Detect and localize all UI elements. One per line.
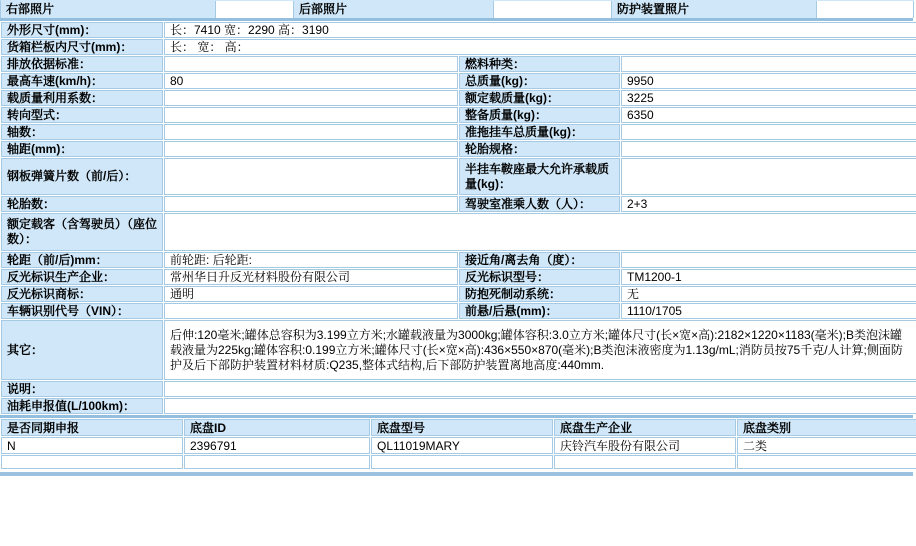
spec-label-cell: 其它： — [1, 320, 163, 380]
spec-label-cell: 半挂车鞍座最大允许承载质量(kg)： — [459, 158, 620, 195]
spec-row — [1, 22, 916, 38]
chassis-data-cell — [371, 455, 553, 469]
chassis-data-cell: 庆铃汽车股份有限公司 — [554, 437, 736, 454]
spec-label-cell: 外形尺寸(mm)： — [1, 22, 163, 38]
spec-label-cell: 整备质量(kg)： — [459, 107, 620, 123]
spec-row — [1, 213, 916, 251]
spec-value-cell — [164, 158, 458, 195]
spec-value-cell — [164, 107, 458, 123]
spec-row — [1, 196, 916, 212]
chassis-data-cell — [1, 455, 183, 469]
photo-header-cell-right: 右部照片 — [1, 1, 216, 18]
spec-value-cell — [164, 303, 458, 319]
spec-value-cell — [164, 141, 458, 157]
spec-label-cell: 反光标识生产企业： — [1, 269, 163, 285]
spec-label-cell: 轮胎数： — [1, 196, 163, 212]
spec-row — [1, 269, 916, 285]
spec-label-cell: 驾驶室准乘人数（人）： — [459, 196, 620, 212]
chassis-header-cell: 底盘ID — [184, 419, 370, 436]
chassis-data-cell: N — [1, 437, 183, 454]
spec-label-cell: 轴数： — [1, 124, 163, 140]
chassis-header-cell: 底盘生产企业 — [554, 419, 736, 436]
spec-row — [1, 320, 916, 380]
spec-row — [1, 286, 916, 302]
spec-label-cell: 额定载质量(kg)： — [459, 90, 620, 106]
spec-row — [1, 107, 916, 123]
spec-value-cell: 80 — [164, 73, 458, 89]
spec-value-cell — [621, 252, 916, 268]
spec-row — [1, 303, 916, 319]
spec-value-cell: 3225 — [621, 90, 916, 106]
spec-value-cell — [621, 124, 916, 140]
chassis-data-row — [1, 455, 916, 469]
photo-placeholder-3 — [817, 1, 914, 18]
chassis-data-cell — [737, 455, 916, 469]
spec-label-cell: 钢板弹簧片数（前/后）： — [1, 158, 163, 195]
spec-label-cell: 防抱死制动系统： — [459, 286, 620, 302]
chassis-data-cell: 2396791 — [184, 437, 370, 454]
spec-value-cell: 长：7410 宽：2290 高：3190 — [164, 22, 916, 38]
spec-label-cell: 车辆识别代号（VIN）： — [1, 303, 163, 319]
spec-label-cell: 接近角/离去角（度）： — [459, 252, 620, 268]
spec-value-cell: 常州华日升反光材料股份有限公司 — [164, 269, 458, 285]
spec-value-cell: 9950 — [621, 73, 916, 89]
spec-value-cell: 2+3 — [621, 196, 916, 212]
spec-row — [1, 124, 916, 140]
photo-header-cell-guard: 防护装置照片 — [612, 1, 817, 18]
spec-label-cell: 额定载客（含驾驶员）（座位数）： — [1, 213, 163, 251]
spec-value-cell — [164, 124, 458, 140]
photo-placeholder-2 — [494, 1, 612, 18]
chassis-data-cell — [184, 455, 370, 469]
spec-row — [1, 141, 916, 157]
spec-label-cell: 载质量利用系数： — [1, 90, 163, 106]
spec-label-cell: 轴距(mm)： — [1, 141, 163, 157]
spec-label-cell: 前悬/后悬(mm)： — [459, 303, 620, 319]
spec-value-cell — [621, 56, 916, 72]
spec-label-cell: 总质量(kg)： — [459, 73, 620, 89]
spec-value-cell: 无 — [621, 286, 916, 302]
spec-label-cell: 轮距（前/后)mm： — [1, 252, 163, 268]
spec-table — [0, 21, 916, 415]
spec-label-cell: 排放依据标准： — [1, 56, 163, 72]
spec-value-cell — [164, 196, 458, 212]
spec-row — [1, 73, 916, 89]
spec-label-cell: 油耗申报值(L/100km)： — [1, 398, 163, 414]
spec-row — [1, 56, 916, 72]
spec-value-cell: 通明 — [164, 286, 458, 302]
spec-label-cell: 反光标识型号： — [459, 269, 620, 285]
spec-value-cell: TM1200-1 — [621, 269, 916, 285]
spec-row — [1, 398, 916, 414]
chassis-data-cell: 二类 — [737, 437, 916, 454]
spec-label-cell: 转向型式： — [1, 107, 163, 123]
spec-label-cell: 反光标识商标： — [1, 286, 163, 302]
spec-value-cell: 长： 宽： 高： — [164, 39, 916, 55]
spec-row — [1, 90, 916, 106]
spec-label-cell: 准拖挂车总质量(kg)： — [459, 124, 620, 140]
chassis-header-row — [1, 419, 916, 436]
photo-header-row — [0, 0, 914, 18]
chassis-data-cell — [554, 455, 736, 469]
bottom-border-strip — [0, 472, 913, 476]
spec-value-cell — [164, 213, 916, 251]
spec-value-cell: 1110/1705 — [621, 303, 916, 319]
spec-label-cell: 说明： — [1, 381, 163, 397]
spec-value-cell: 前轮距: 后轮距: — [164, 252, 458, 268]
spec-row — [1, 381, 916, 397]
chassis-data-cell: QL11019MARY — [371, 437, 553, 454]
chassis-header-cell: 是否同期申报 — [1, 419, 183, 436]
photo-placeholder-1 — [216, 1, 294, 18]
spec-label-cell: 货箱栏板内尺寸(mm)： — [1, 39, 163, 55]
spec-value-cell — [164, 56, 458, 72]
chassis-data-row — [1, 437, 916, 454]
spec-value-cell — [164, 381, 916, 397]
spec-value-cell: 后伸:120毫米;罐体总容积为3.199立方米;水罐载液量为3000kg;罐体容积:3.0立方米;罐体尺寸(长×宽×高):2182×1220×1183(毫米);B类泡沫罐载液量为225kg;罐体容积:0.199立方米;罐体尺寸(长×宽×高):436×550×870(毫米);B类泡沫液密度为1.13g/mL;消防员按75千克/人计算;侧面防护及后下部防护装置材料材质:Q235,整体式结构,后下部防护装置离地高度:440mm. — [164, 320, 916, 380]
spec-label-cell: 燃料种类： — [459, 56, 620, 72]
spec-label-cell: 最高车速(km/h)： — [1, 73, 163, 89]
spec-label-cell: 轮胎规格： — [459, 141, 620, 157]
chassis-header-cell: 底盘类别 — [737, 419, 916, 436]
spec-value-cell — [164, 398, 916, 414]
spec-value-cell — [164, 90, 458, 106]
photo-header-cell-rear: 后部照片 — [294, 1, 494, 18]
spec-value-cell — [621, 141, 916, 157]
chassis-table — [0, 418, 916, 470]
spec-value-cell — [621, 158, 916, 195]
spec-row — [1, 252, 916, 268]
spec-row — [1, 158, 916, 195]
spec-value-cell: 6350 — [621, 107, 916, 123]
spec-row — [1, 39, 916, 55]
chassis-header-cell: 底盘型号 — [371, 419, 553, 436]
